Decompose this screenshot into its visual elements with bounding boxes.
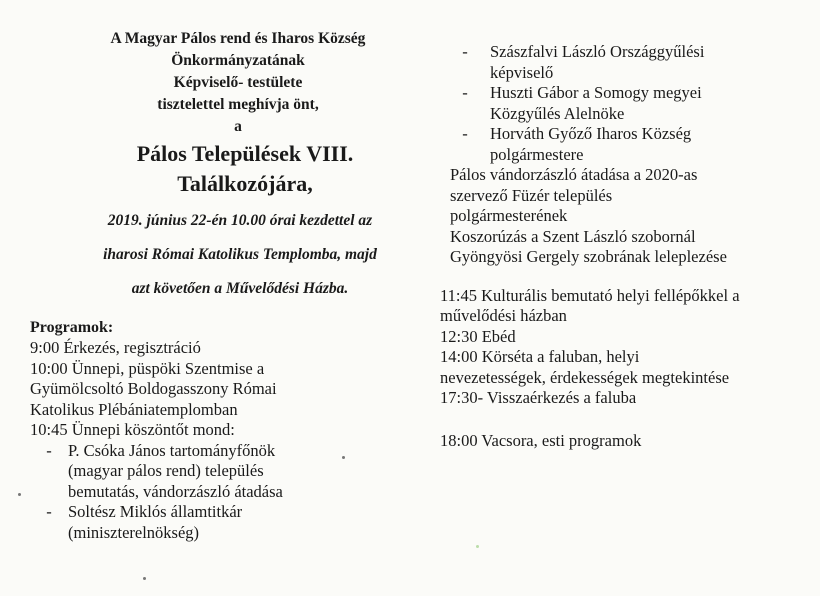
event-title-line: Találkozójára,: [177, 171, 313, 196]
dash-marker: -: [462, 83, 468, 102]
speaker-line: Soltész Miklós államtitkár: [68, 502, 243, 521]
program-line: Koszorúzás a Szent László szobornál: [450, 226, 696, 246]
program-line: Pálos vándorzászló átadása a 2020-as: [450, 165, 698, 184]
header-line: Önkormányzatának: [171, 52, 305, 69]
speaker-bullet: [440, 83, 810, 124]
right-column: [440, 42, 810, 451]
event-title-line: Pálos Települések VIII.: [136, 141, 354, 166]
program-line: 10:00 Ünnepi, püspöki Szentmise a: [30, 358, 265, 378]
program-line: 18:00 Vacsora, esti programok: [440, 430, 642, 450]
scan-speck: [342, 456, 345, 459]
speaker-line: (miniszterelnökség): [68, 522, 200, 542]
speaker-bullet: [30, 502, 430, 543]
event-details-line: 2019. június 22-én 10.00 órai kezdettel az: [107, 212, 373, 229]
program-line: nevezetességek, érdekességek megtekintése: [440, 367, 730, 387]
spacer: [440, 409, 810, 431]
dash-marker: -: [462, 42, 468, 61]
program-line: szervező Füzér település: [450, 185, 613, 205]
speaker-line: képviselő: [490, 62, 554, 82]
header-line: tisztelettel meghívja önt,: [157, 96, 319, 113]
speaker-line: Huszti Gábor a Somogy megyei: [490, 83, 702, 102]
speaker-line: Horváth Győző Iharos Község: [490, 124, 692, 143]
program-line: 14:00 Körséta a faluban, helyi: [440, 347, 640, 366]
speaker-line: bemutatás, vándorzászló átadása: [68, 481, 283, 501]
program-line: 10:45 Ünnepi köszöntőt mond:: [30, 420, 235, 439]
left-column: [30, 28, 430, 543]
header-line: a: [234, 118, 242, 135]
program-line: polgármesterének: [450, 206, 568, 225]
programs-heading: Programok:: [30, 319, 114, 336]
program-line: Gyümölcsoltó Boldogasszony Római: [30, 379, 277, 398]
program-line: művelődési házban: [440, 306, 567, 325]
scan-speck: [476, 545, 479, 548]
event-details-line: azt követően a Művelődési Házba.: [131, 280, 349, 297]
program-line: Gyöngyösi Gergely szobrának leleplezése: [450, 247, 727, 266]
speaker-line: P. Csóka János tartományfőnök: [68, 440, 276, 460]
program-line: 12:30 Ebéd: [440, 326, 516, 346]
program-line: 11:45 Kulturális bemutató helyi fellépőkkel a: [440, 285, 740, 305]
speaker-line: Szászfalvi László Országgyűlési: [490, 42, 705, 61]
dash-marker: -: [46, 502, 52, 521]
program-line: 9:00 Érkezés, regisztráció: [30, 338, 201, 357]
speaker-line: polgármestere: [490, 144, 584, 164]
scan-speck: [143, 577, 146, 580]
speaker-bullet: [440, 42, 810, 83]
dash-marker: -: [46, 440, 52, 460]
speaker-bullet: [440, 124, 810, 165]
program-line: 17:30- Visszaérkezés a faluba: [440, 388, 637, 407]
event-details-line: iharosi Római Katolikus Templomba, majd: [103, 246, 377, 263]
speaker-bullet: [30, 441, 430, 503]
header-line: Képviselő- testülete: [173, 74, 303, 91]
dash-marker: -: [462, 124, 468, 143]
scan-speck: [18, 493, 21, 496]
spacer: [440, 268, 810, 286]
header-line: A Magyar Pálos rend és Iharos Község: [110, 30, 366, 47]
speaker-line: Közgyűlés Alelnöke: [490, 103, 625, 123]
speaker-line: (magyar pálos rend) település: [68, 461, 264, 480]
program-line: Katolikus Plébániatemplomban: [30, 399, 238, 419]
